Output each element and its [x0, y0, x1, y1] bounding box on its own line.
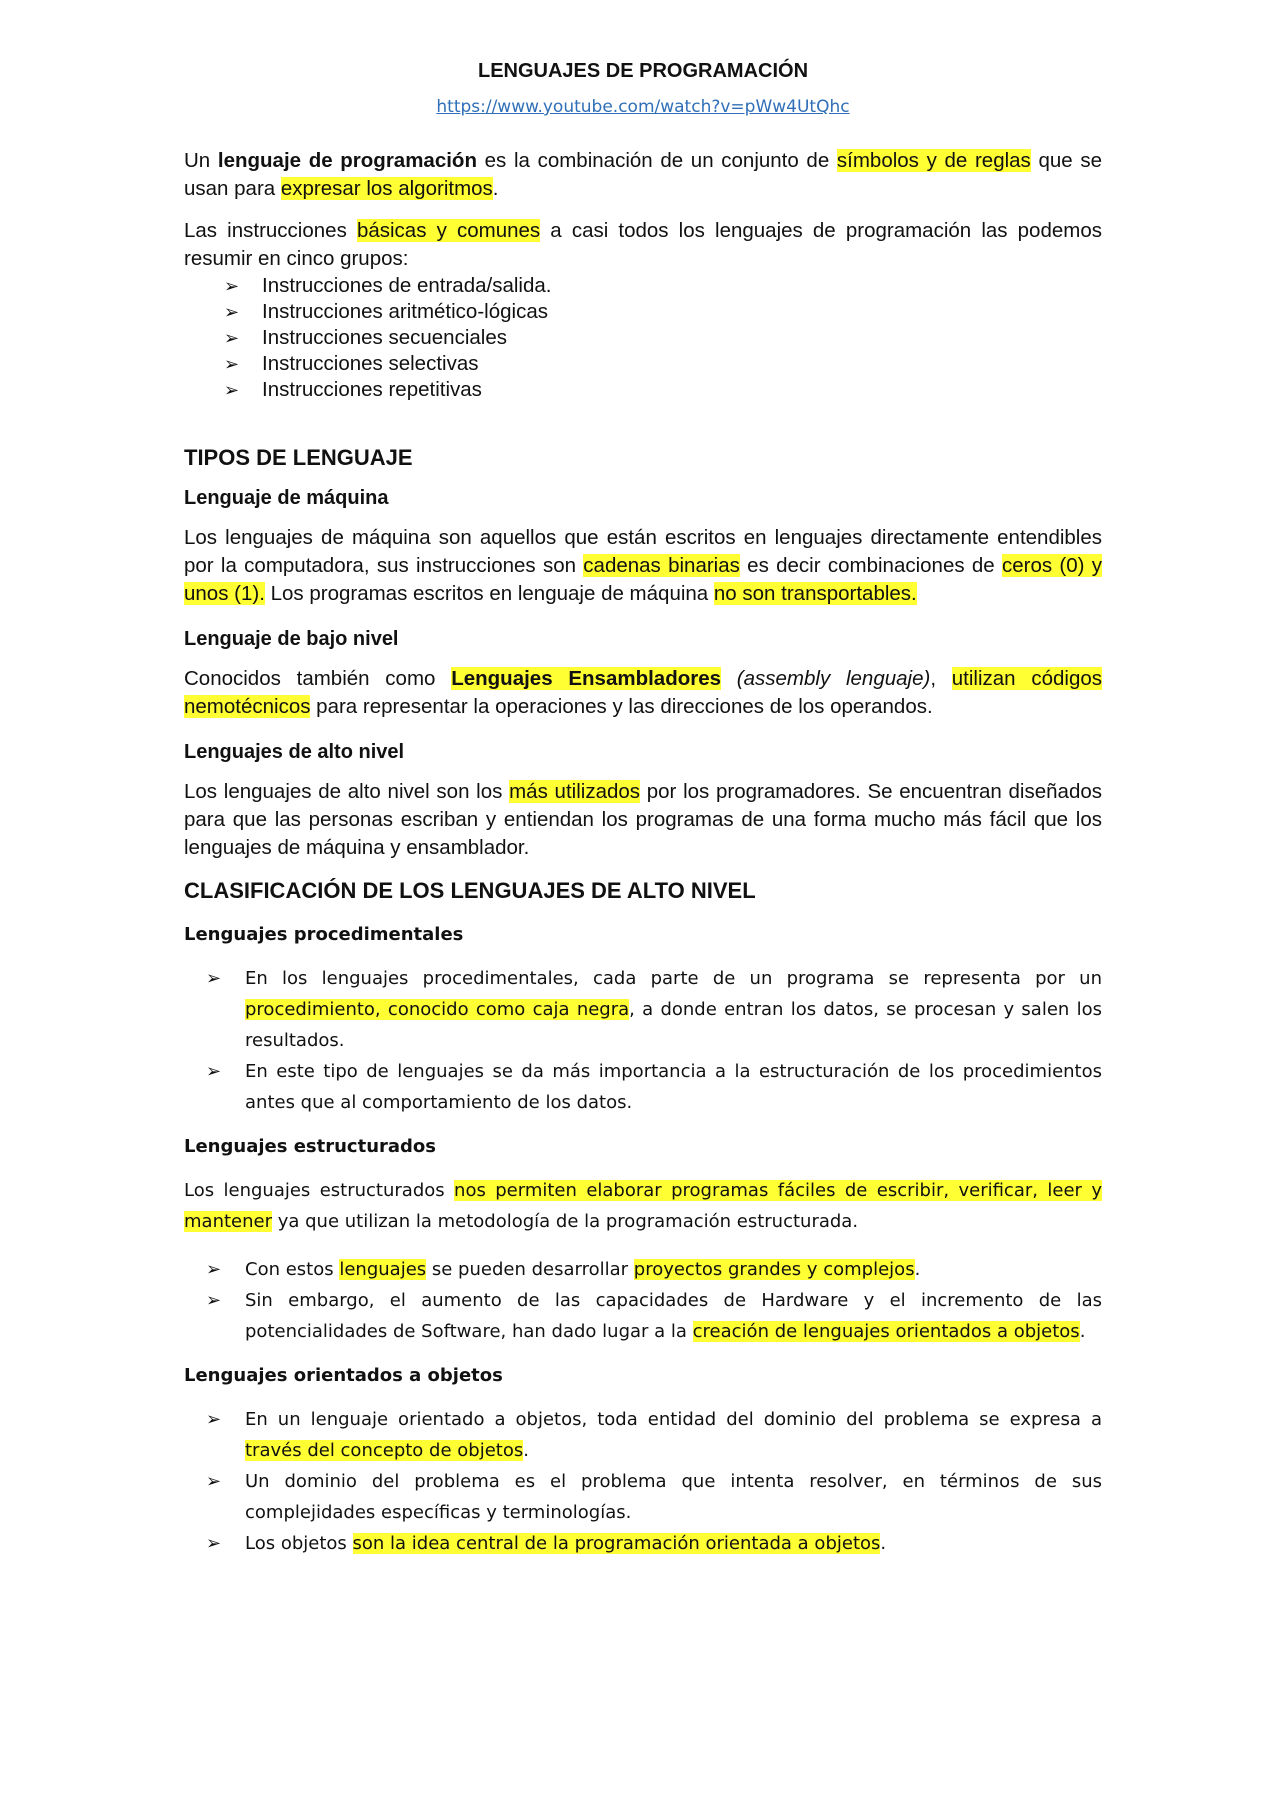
instruction-groups-list	[184, 273, 1102, 403]
italic-term: (assembly lenguaje)	[736, 667, 931, 690]
subheading-estructurados: Lenguajes estructurados	[184, 1136, 436, 1157]
bold-term: lenguaje de programación	[217, 149, 477, 172]
list-item: ➢ Sin embargo, el aumento de las capacidades de Hardware y el incremento de las potencialidades de Software, han dado lugar a la creación de lenguajes orientados a objetos.	[184, 1285, 1102, 1347]
list-item: ➢ En este tipo de lenguajes se da más importancia a la estructuración de los procedimientos antes que al comportamiento de los datos.	[184, 1056, 1102, 1118]
arrow-bullet-icon: ➢	[206, 1409, 222, 1430]
section-heading-clasificacion: CLASIFICACIÓN DE LOS LENGUAJES DE ALTO NIVEL	[184, 878, 756, 903]
subheading-maquina: Lenguaje de máquina	[184, 487, 389, 509]
highlight: nos permiten elaborar programas fáciles de escribir, verificar, leer y mantener	[184, 1180, 1102, 1232]
list-item: ➢ Los objetos son la idea central de la programación orientada a objetos.	[184, 1528, 1102, 1559]
arrow-bullet-icon: ➢	[206, 968, 222, 989]
highlight: expresar los algoritmos	[280, 177, 493, 200]
highlight: más utilizados	[509, 780, 641, 803]
highlight: proyectos grandes y complejos	[633, 1259, 915, 1280]
list-item: ➢ Instrucciones repetitivas	[224, 378, 482, 401]
estructurados-list	[184, 1254, 1102, 1347]
arrow-bullet-icon: ➢	[224, 328, 240, 348]
list-item: ➢ En los lenguajes procedimentales, cada parte de un programa se representa por un procedimiento, conocido como caja negra, a donde entran los datos, se procesan y salen los resultados.	[184, 963, 1102, 1056]
arrow-bullet-icon: ➢	[224, 276, 240, 296]
list-item: ➢ Instrucciones de entrada/salida.	[224, 274, 552, 297]
arrow-bullet-icon: ➢	[206, 1259, 222, 1280]
subheading-objetos: Lenguajes orientados a objetos	[184, 1365, 503, 1386]
paragraph-alto-nivel: Los lenguajes de alto nivel son los más utilizados por los programadores. Se encuentran diseñados para que las personas escriban y entiendan los programas de una forma mucho más fácil que los lenguajes de máquina y ensamblador.	[184, 780, 1102, 859]
list-item: ➢ Instrucciones selectivas	[224, 352, 479, 375]
list-item: ➢ Un dominio del problema es el problema que intenta resolver, en términos de sus complejidades específicas y terminologías.	[184, 1466, 1102, 1528]
paragraph-bajo-nivel: Conocidos también como Lenguajes Ensambladores (assembly lenguaje), utilizan códigos nemotécnicos para representar la operaciones y las direcciones de los operandos.	[184, 667, 1102, 718]
intro-paragraph-2: Las instrucciones básicas y comunes a casi todos los lenguajes de programación las podemos resumir en cinco grupos:	[184, 219, 1102, 270]
highlight: creación de lenguajes orientados a objetos	[692, 1321, 1080, 1342]
subheading-alto-nivel: Lenguajes de alto nivel	[184, 741, 405, 763]
arrow-bullet-icon: ➢	[206, 1061, 222, 1082]
arrow-bullet-icon: ➢	[224, 380, 240, 400]
youtube-link[interactable]: https://www.youtube.com/watch?v=pWw4UtQhc	[436, 97, 850, 117]
document-title: LENGUAJES DE PROGRAMACIÓN	[477, 60, 809, 82]
section-heading-tipos: TIPOS DE LENGUAJE	[184, 445, 413, 470]
subheading-procedimentales: Lenguajes procedimentales	[184, 924, 464, 945]
list-item: ➢ Instrucciones secuenciales	[224, 326, 507, 349]
highlight: lenguajes	[339, 1259, 427, 1280]
highlight: través del concepto de objetos	[245, 1440, 524, 1461]
highlight: ceros (0) y unos (1).	[184, 554, 1103, 605]
objetos-list	[184, 1404, 1102, 1559]
highlight: símbolos y de reglas	[836, 149, 1031, 172]
highlight: cadenas binarias	[583, 554, 740, 577]
arrow-bullet-icon: ➢	[206, 1290, 222, 1311]
arrow-bullet-icon: ➢	[206, 1471, 222, 1492]
highlight: no son transportables.	[713, 582, 917, 605]
arrow-bullet-icon: ➢	[224, 302, 240, 322]
highlight: procedimiento, conocido como caja negra	[245, 999, 630, 1020]
paragraph-estructurados: Los lenguajes estructurados nos permiten elaborar programas fáciles de escribir, verificar, leer y mantener ya que utilizan la metodología de la programación estructurada.	[184, 1180, 1102, 1232]
highlight: Lenguajes Ensambladores	[451, 667, 722, 690]
highlight: son la idea central de la programación orientada a objetos	[352, 1533, 881, 1554]
document-page	[184, 60, 1102, 1559]
arrow-bullet-icon: ➢	[206, 1533, 222, 1554]
list-item: ➢ Instrucciones aritmético-lógicas	[224, 300, 548, 323]
subheading-bajo-nivel: Lenguaje de bajo nivel	[184, 628, 399, 650]
highlight: básicas y comunes	[356, 219, 541, 242]
arrow-bullet-icon: ➢	[224, 354, 240, 374]
list-item: ➢ Con estos lenguajes se pueden desarrollar proyectos grandes y complejos.	[184, 1254, 1102, 1285]
highlight: utilizan códigos nemotécnicos	[184, 667, 1102, 718]
paragraph-maquina: Los lenguajes de máquina son aquellos que están escritos en lenguajes directamente entendibles por la computadora, sus instrucciones son cadenas binarias es decir combinaciones de ceros (0) y unos (1). Los programas escritos en lenguaje de máquina no son transportables.	[184, 526, 1103, 605]
procedimentales-list	[184, 963, 1102, 1118]
list-item: ➢ En un lenguaje orientado a objetos, toda entidad del dominio del problema se expresa a través del concepto de objetos.	[184, 1404, 1102, 1466]
intro-paragraph-1: Un lenguaje de programación es la combinación de un conjunto de símbolos y de reglas que se usan para expresar los algoritmos.	[184, 149, 1102, 200]
